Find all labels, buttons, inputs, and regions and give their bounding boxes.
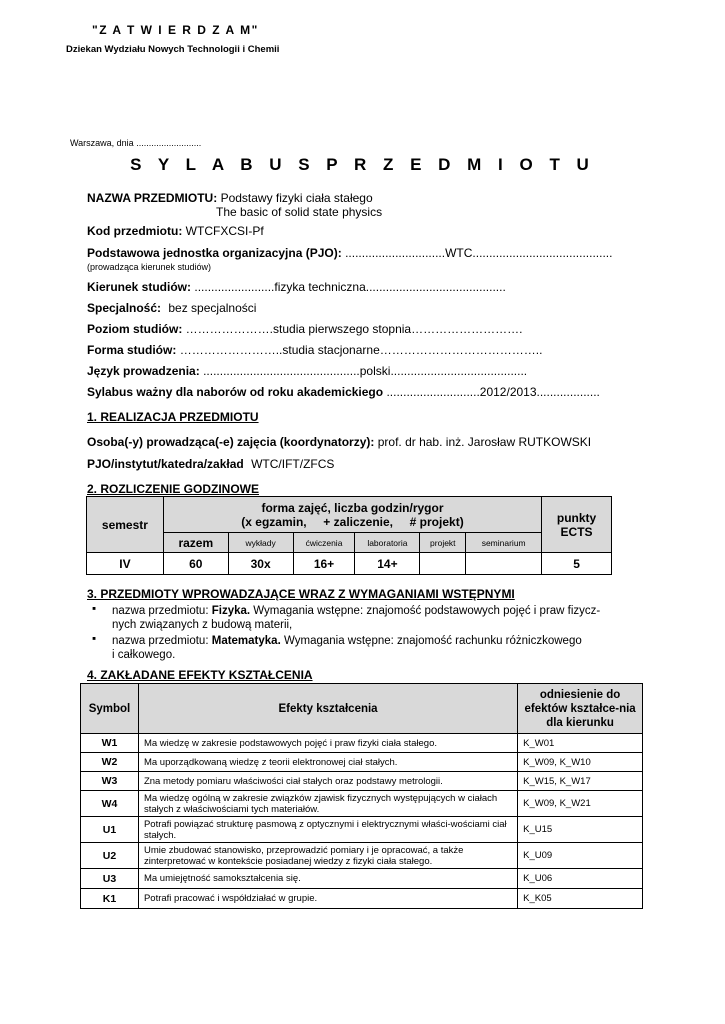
specialty-label: Specjalność: xyxy=(87,301,162,315)
dean-caption: Dziekan Wydziału Nowych Technologii i Chemii xyxy=(66,44,280,55)
level-row xyxy=(87,322,522,336)
effect-cell: Ma wiedzę w zakresie podstawowych pojęć i praw fizyki ciała stałego. xyxy=(138,734,517,753)
symbol-cell: W4 xyxy=(81,791,139,817)
reference-cell: K_W15, K_W17 xyxy=(518,772,643,791)
table-row xyxy=(81,889,643,909)
course-name-row xyxy=(87,191,373,205)
symbol-cell: W1 xyxy=(81,734,139,753)
validity-value: ............................2012/2013................... xyxy=(386,385,600,399)
reference-cell: K_W01 xyxy=(518,734,643,753)
prerequisite-text: Wymagania wstępne: znajomość podstawowych pojęć i praw fizycz- xyxy=(253,605,601,617)
unit-value: WTC/IFT/ZFCS xyxy=(251,457,335,471)
col-project-header: projekt xyxy=(420,533,466,553)
symbol-cell: W2 xyxy=(81,753,139,772)
semester-header: semestr xyxy=(87,497,164,553)
semester-cell: IV xyxy=(87,553,164,575)
bullet-icon: ▪ xyxy=(92,603,97,615)
table-row xyxy=(81,817,643,843)
pjo-note: (prowadząca kierunek studiów) xyxy=(87,262,212,272)
effect-cell: Potrafi powiązać strukturę pasmową z optycznymi i elektrycznymi właści-wościami ciał stałych. xyxy=(138,817,517,843)
prerequisite-item xyxy=(112,604,600,632)
section-1-heading: 1. REALIZACJA PRZEDMIOTU xyxy=(87,410,259,424)
unit-label: PJO/instytut/katedra/zakład xyxy=(87,457,244,471)
effect-cell: Potrafi pracować i współdziałać w grupie. xyxy=(138,889,517,909)
course-name-label: NAZWA PRZEDMIOTU: xyxy=(87,191,218,205)
table-row xyxy=(81,734,643,753)
place-date: Warszawa, dnia .......................... xyxy=(70,138,202,148)
prerequisite-prefix: nazwa przedmiotu: xyxy=(112,605,209,617)
total-cell: 60 xyxy=(163,553,228,575)
symbol-cell: U1 xyxy=(81,817,139,843)
coordinator-label: Osoba(-y) prowadząca(-e) zajęcia (koordynatorzy): xyxy=(87,435,375,449)
prerequisite-item xyxy=(112,634,582,662)
coordinator-value: prof. dr hab. inż. Jarosław RUTKOWSKI xyxy=(377,435,592,449)
prerequisite-prefix: nazwa przedmiotu: xyxy=(112,635,209,647)
study-form-value: ……………………..studia stacjonarne………………………………….. xyxy=(179,343,543,357)
unit-row xyxy=(87,457,334,471)
course-code-value: WTCFXCSI-Pf xyxy=(185,224,264,238)
reference-cell: K_K05 xyxy=(518,889,643,909)
class-form-header-line2: (x egzamin, + zaliczenie, # projekt) xyxy=(241,514,464,529)
section-4-heading: 4. ZAKŁADANE EFEKTY KSZTAŁCENIA xyxy=(87,668,313,682)
coordinator-row xyxy=(87,435,591,449)
field-row xyxy=(87,280,506,294)
course-code-row xyxy=(87,224,264,238)
lectures-cell: 30x xyxy=(228,553,293,575)
approval-heading: "Z A T W I E R D Z A M" xyxy=(92,23,259,37)
page-title: S Y L A B U S P R Z E D M I O T U xyxy=(130,155,595,174)
prerequisite-text: Wymagania wstępne: znajomość rachunku różniczkowego xyxy=(283,635,582,647)
language-value: ...............................................polski......................................... xyxy=(203,364,528,378)
class-form-header xyxy=(163,497,541,533)
prerequisite-subject: Matematyka. xyxy=(211,635,281,647)
pjo-row xyxy=(87,246,612,260)
bullet-icon: ▪ xyxy=(92,633,97,645)
reference-cell: K_U15 xyxy=(518,817,643,843)
reference-cell: K_W09, K_W21 xyxy=(518,791,643,817)
table-row xyxy=(81,843,643,869)
table-row xyxy=(81,772,643,791)
symbol-cell: U2 xyxy=(81,843,139,869)
ects-header: punkty ECTS xyxy=(542,497,612,553)
reference-cell: K_W09, K_W10 xyxy=(518,753,643,772)
language-row xyxy=(87,364,527,378)
effect-cell: Ma umiejętność samokształcenia się. xyxy=(138,869,517,889)
table-row xyxy=(81,869,643,889)
level-value: ………………….studia pierwszego stopnia………………………. xyxy=(185,322,523,336)
reference-cell: K_U09 xyxy=(518,843,643,869)
seminar-cell xyxy=(466,553,542,575)
col-seminar-header: seminarium xyxy=(466,533,542,553)
col-total-header: razem xyxy=(163,533,228,553)
course-name-en: The basic of solid state physics xyxy=(216,205,383,219)
class-form-header-line1: forma zajęć, liczba godzin/rygor xyxy=(261,500,444,515)
table-row xyxy=(81,791,643,817)
exercises-cell: 16+ xyxy=(293,553,355,575)
symbol-cell: U3 xyxy=(81,869,139,889)
course-name-pl: Podstawy fizyki ciała stałego xyxy=(220,191,373,205)
col-labs-header: laboratoria xyxy=(355,533,420,553)
study-form-label: Forma studiów: xyxy=(87,343,177,357)
labs-cell: 14+ xyxy=(355,553,420,575)
table-row xyxy=(81,753,643,772)
field-label: Kierunek studiów: xyxy=(87,280,192,294)
col-lectures-header: wykłady xyxy=(228,533,293,553)
symbol-cell: W3 xyxy=(81,772,139,791)
section-3-heading: 3. PRZEDMIOTY WPROWADZAJĄCE WRAZ Z WYMAGANIAMI WSTĘPNYMI xyxy=(87,587,515,601)
col-exercises-header: ćwiczenia xyxy=(293,533,355,553)
pjo-value: ..............................WTC.......................................... xyxy=(345,246,613,260)
specialty-value: bez specjalności xyxy=(168,301,257,315)
effect-cell: Zna metody pomiaru właściwości ciał stałych oraz podstawy metrologii. xyxy=(138,772,517,791)
reference-header: odniesienie do efektów kształce-nia dla kierunku xyxy=(518,684,643,734)
course-code-label: Kod przedmiotu: xyxy=(87,224,183,238)
validity-label: Sylabus ważny dla naborów od roku akademickiego xyxy=(87,385,384,399)
symbol-header: Symbol xyxy=(81,684,139,734)
prerequisite-text-cont: nych związanych z budową materii, xyxy=(112,619,293,631)
level-label: Poziom studiów: xyxy=(87,322,183,336)
prerequisite-text-cont: i całkowego. xyxy=(112,649,176,661)
field-value: ........................fizyka techniczna.......................................... xyxy=(194,280,506,294)
language-label: Język prowadzenia: xyxy=(87,364,200,378)
specialty-row xyxy=(87,301,256,315)
hours-table xyxy=(86,496,612,575)
pjo-label: Podstawowa jednostka organizacyjna (PJO): xyxy=(87,246,342,260)
ects-cell: 5 xyxy=(542,553,612,575)
effects-header: Efekty kształcenia xyxy=(138,684,517,734)
study-form-row xyxy=(87,343,542,357)
validity-row xyxy=(87,385,600,399)
outcomes-table xyxy=(80,683,643,909)
project-cell xyxy=(420,553,466,575)
effect-cell: Umie zbudować stanowisko, przeprowadzić pomiary i je opracować, a także zinterpretować w kontekście posiadanej wiedzy z fizyki ciała stałego. xyxy=(138,843,517,869)
symbol-cell: K1 xyxy=(81,889,139,909)
effect-cell: Ma wiedzę ogólną w zakresie związków zjawisk fizycznych występujących w ciałach stałych z właściwościami tych materiałów. xyxy=(138,791,517,817)
section-2-heading: 2. ROZLICZENIE GODZINOWE xyxy=(87,482,260,496)
prerequisite-subject: Fizyka. xyxy=(211,605,251,617)
reference-cell: K_U06 xyxy=(518,869,643,889)
effect-cell: Ma uporządkowaną wiedzę z teorii elektronowej ciał stałych. xyxy=(138,753,517,772)
